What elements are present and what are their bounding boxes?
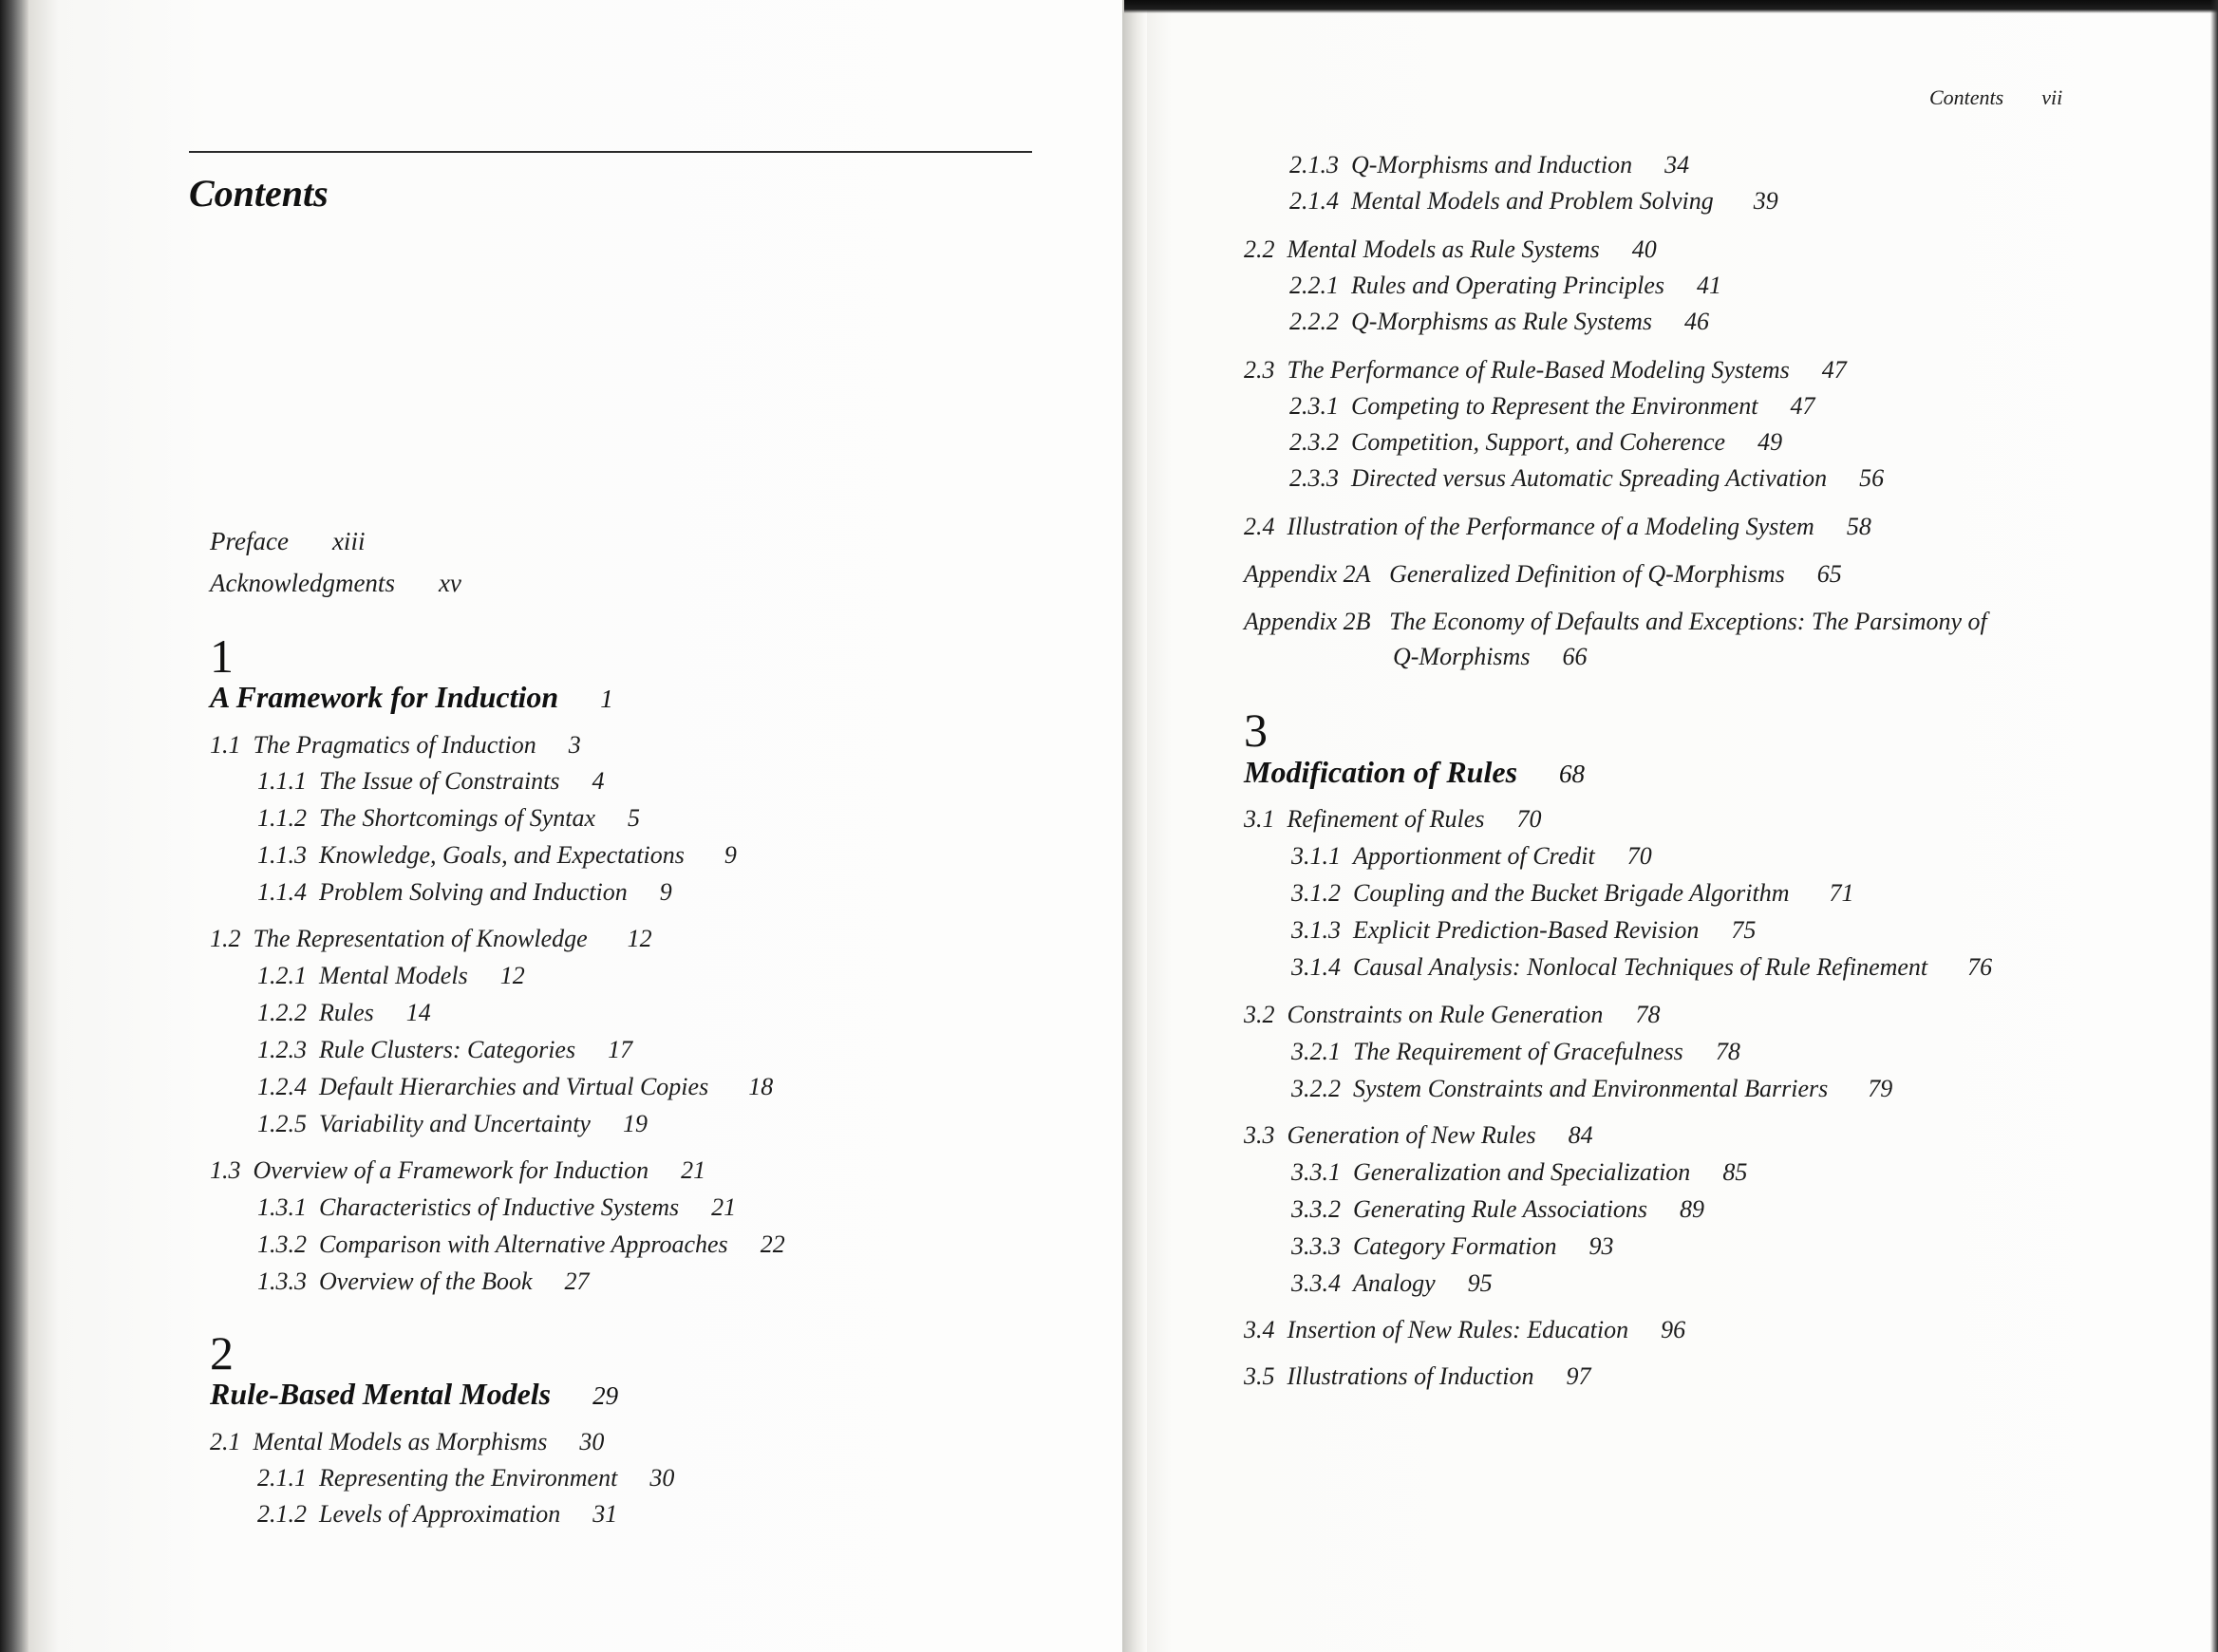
toc-entry: 3.2.1 The Requirement of Gracefulness 78 [1291,1038,1740,1065]
toc-entry: 2.1.3 Q-Morphisms and Induction 34 [1289,151,1690,178]
toc-entry: 3.4 Insertion of New Rules: Education 96 [1244,1316,1686,1343]
running-head-title: Contents [1929,85,2004,109]
toc-entry: 1.2.5 Variability and Uncertainty 19 [257,1110,648,1137]
toc-entry: 3.5 Illustrations of Induction 97 [1244,1362,1591,1390]
chapter-page: 68 [1559,760,1586,788]
page-title: Contents [189,172,329,215]
chapter-title [1244,755,1585,790]
toc-entry: 1.1 The Pragmatics of Induction 3 [210,731,581,759]
toc-entry: 2.2.1 Rules and Operating Principles 41 [1289,272,1722,299]
book-edge-right [2210,0,2218,1652]
toc-entry: 1.1.2 The Shortcomings of Syntax 5 [257,804,641,832]
toc-entry: 1.3.3 Overview of the Book 27 [257,1267,590,1295]
toc-entry: 2.4 Illustration of the Performance of a Modeling System 58 [1244,513,1871,540]
book-edge-left [0,0,28,1652]
entry-title: Acknowledgments [210,569,395,597]
chapter-number: 3 [1244,704,1268,757]
toc-entry-appendix: Appendix 2A Generalized Definition of Q-Morphisms 65 [1244,560,1842,588]
toc-entry: 2.1 Mental Models as Morphisms 30 [210,1428,605,1455]
toc-entry: 2.2 Mental Models as Rule Systems 40 [1244,235,1657,263]
chapter-title-text: Rule-Based Mental Models [210,1377,552,1411]
toc-entry: 1.2 The Representation of Knowledge 12 [210,925,652,952]
toc-entry-acknowledgments [210,569,461,598]
entry-page: xv [438,569,461,597]
toc-entry: 3.2.2 System Constraints and Environmental Barriers 79 [1291,1075,1893,1102]
toc-entry: 3.1.3 Explicit Prediction-Based Revision 75 [1291,916,1757,944]
chapter-page: 1 [600,685,613,713]
toc-entry: 1.2.4 Default Hierarchies and Virtual Copies 18 [257,1073,774,1100]
title-rule [189,151,1032,153]
toc-entry: 2.1.4 Mental Models and Problem Solving 39 [1289,187,1778,215]
chapter-title-text: Modification of Rules [1244,755,1518,789]
running-head [1929,85,2062,110]
toc-entry-appendix: Appendix 2B The Economy of Defaults and Exceptions: The Parsimony of [1244,608,1987,635]
toc-entry: 3.3.2 Generating Rule Associations 89 [1291,1195,1705,1223]
toc-entry: 1.3 Overview of a Framework for Induction 21 [210,1156,706,1184]
toc-entry: 3.3 Generation of New Rules 84 [1244,1121,1593,1149]
toc-entry: 3.3.1 Generalization and Specialization 85 [1291,1158,1748,1186]
toc-entry: 2.3.1 Competing to Represent the Environment 47 [1289,392,1815,420]
toc-entry: 1.3.2 Comparison with Alternative Approaches 22 [257,1230,785,1258]
chapter-title-text: A Framework for Induction [210,680,559,714]
toc-entry: 3.3.4 Analogy 95 [1291,1269,1493,1297]
toc-entry: 1.2.3 Rule Clusters: Categories 17 [257,1036,633,1063]
toc-entry: 3.2 Constraints on Rule Generation 78 [1244,1001,1661,1028]
toc-entry: 3.3.3 Category Formation 93 [1291,1232,1614,1260]
toc-entry: 2.1.2 Levels of Approximation 31 [257,1500,618,1528]
toc-entry: 3.1.2 Coupling and the Bucket Brigade Algorithm 71 [1291,879,1854,907]
toc-entry: 3.1.4 Causal Analysis: Nonlocal Techniques of Rule Refinement 76 [1291,953,1993,981]
toc-entry: 1.2.2 Rules 14 [257,999,431,1026]
toc-entry: 2.2.2 Q-Morphisms as Rule Systems 46 [1289,308,1710,335]
toc-entry: 1.3.1 Characteristics of Inductive Systems 21 [257,1193,737,1221]
page-top-shadow [1124,0,2218,13]
toc-entry: 1.2.1 Mental Models 12 [257,962,525,989]
toc-entry: 1.1.4 Problem Solving and Induction 9 [257,878,672,906]
toc-entry: 2.3.2 Competition, Support, and Coherence 49 [1289,428,1783,456]
chapter-title [210,1377,618,1412]
toc-entry: 2.3.3 Directed versus Automatic Spreading Activation 56 [1289,464,1885,492]
chapter-title [210,680,613,715]
toc-entry: 3.1 Refinement of Rules 70 [1244,805,1542,833]
book-gutter [1122,0,1147,1652]
toc-entry-preface [210,527,365,556]
folio: vii [2041,85,2063,109]
toc-entry: 1.1.3 Knowledge, Goals, and Expectations 9 [257,841,737,869]
chapter-number: 2 [210,1326,234,1380]
chapter-page: 29 [592,1381,619,1410]
toc-entry: 3.1.1 Apportionment of Credit 70 [1291,842,1652,870]
toc-entry: 2.1.1 Representing the Environment 30 [257,1464,675,1492]
entry-page: xiii [331,527,366,555]
entry-title: Preface [210,527,289,555]
chapter-number: 1 [210,629,234,683]
toc-entry: 2.3 The Performance of Rule-Based Modeling Systems 47 [1244,356,1847,384]
toc-entry: 1.1.1 The Issue of Constraints 4 [257,767,605,795]
toc-entry-appendix-continued: Q-Morphisms 66 [1393,643,1588,670]
